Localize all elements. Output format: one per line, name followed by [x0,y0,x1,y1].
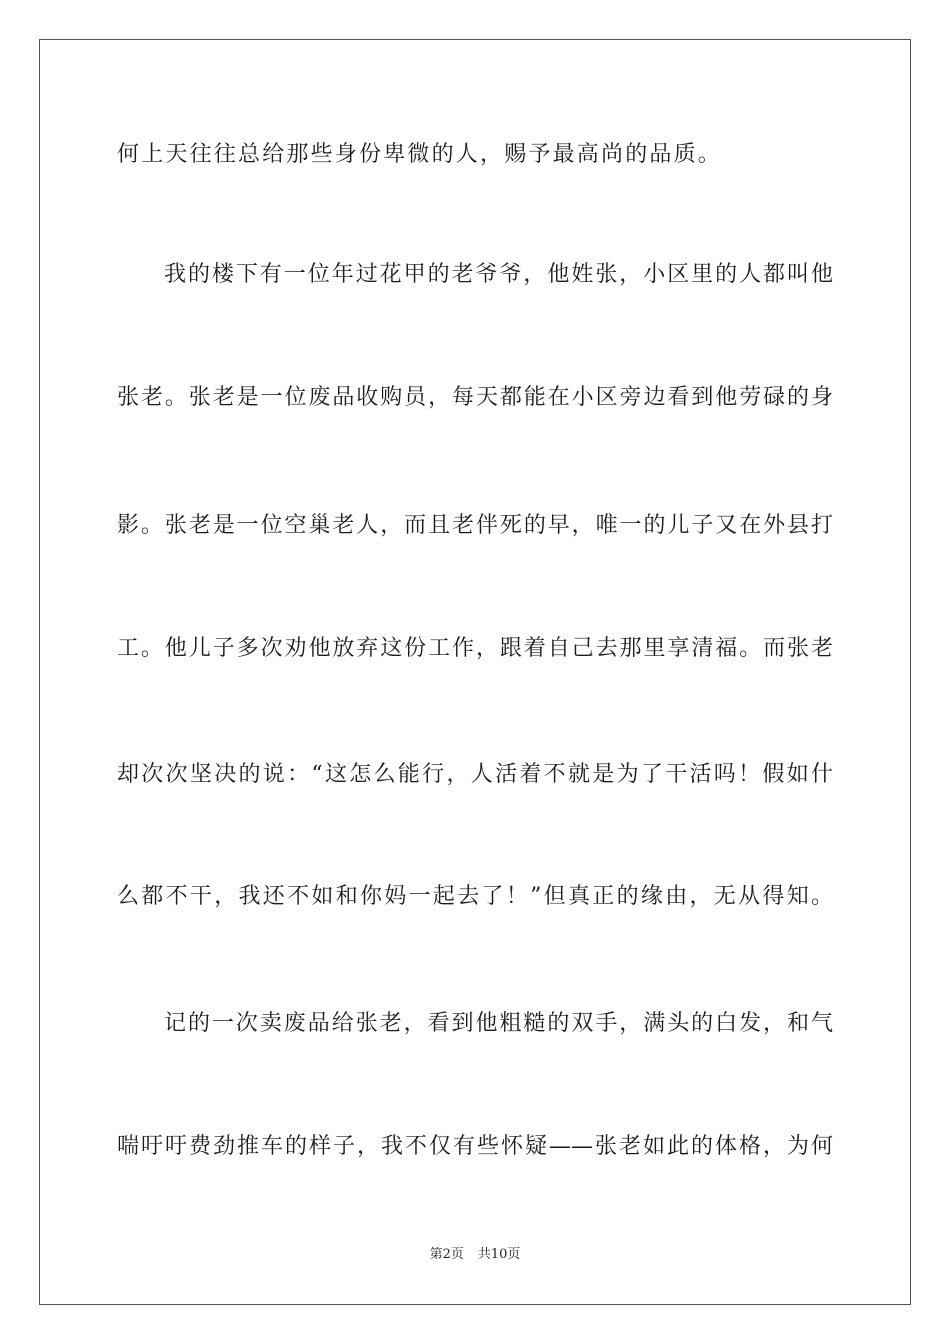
page-total: 共10页 [477,1247,521,1262]
text-line-1: 何上天往往总给那些身份卑微的人，赐予最高尚的品质。 [117,142,723,167]
text-line-5: 工。他儿子多次劝他放弃这份工作，跟着自己去那里享清福。而张老 [117,636,833,661]
text-line-6: 却次次坚决的说：“这怎么能行，人活着不就是为了干活吗！假如什 [117,762,833,787]
text-line-8: 记的一次卖废品给张老，看到他粗糙的双手，满头的白发，和气 [164,1011,833,1036]
page-border [39,39,911,1305]
text-line-7: 么都不干，我还不如和你妈一起去了！”但真正的缘由，无从得知。 [117,884,833,909]
text-line-3: 张老。张老是一位废品收购员，每天都能在小区旁边看到他劳碌的身 [117,385,833,410]
text-line-4: 影。张老是一位空巢老人，而且老伴死的早，唯一的儿子又在外县打 [117,513,833,538]
text-line-9: 喘吁吁费劲推车的样子，我不仅有些怀疑——张老如此的体格，为何 [117,1134,833,1159]
text-line-2: 我的楼下有一位年过花甲的老爷爷，他姓张，小区里的人都叫他 [164,262,833,287]
page-number: 第2页 [429,1247,464,1262]
page-footer [0,1247,950,1263]
